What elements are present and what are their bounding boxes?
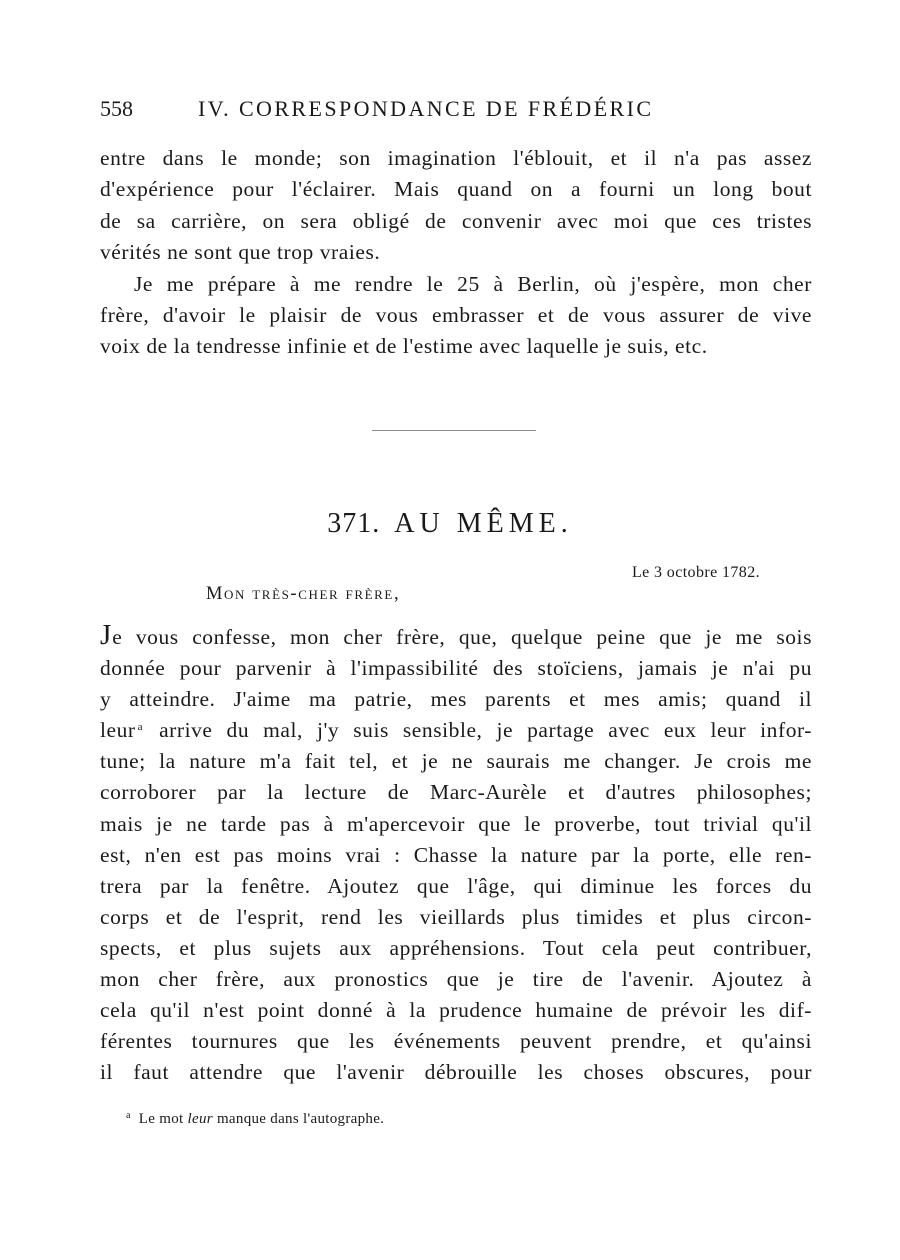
text-line: entre dans le monde; son imagination l'éblouit, et il n'a pas assez [100,146,812,170]
text-line: d'expérience pour l'éclairer. Mais quand on a fourni un long bout [100,177,812,202]
text-line: est, n'en est pas moins vrai : Chasse la nature par la porte, elle ren- [100,842,812,867]
letter-title: AU MÊME. [394,508,573,539]
text-line: donnée pour parvenir à l'impassibilité des stoïciens, jamais je n'ai pu [100,656,812,681]
annotated-word: leur [100,718,136,743]
salutation: Mon très-cher frère, [206,584,401,604]
text-line: corroborer par la lecture de Marc-Aurèle et d'autres philosophes; [100,780,812,805]
text-line: vérités ne sont que trop vraies. [100,240,381,265]
text-line: trera par la fenêtre. Ajoutez que l'âge, qui diminue les forces du [100,873,812,898]
text-line: de sa carrière, on sera obligé de convenir avec moi que ces tristes [100,208,812,233]
text-line-rest: arrive du mal, j'y suis sensible, je partage avec eux leur infor- [159,718,812,743]
footnote [126,1110,384,1128]
letter-body-text [100,619,812,1088]
letter-number: 371. [327,508,381,539]
running-title: IV. CORRESPONDANCE DE FRÉDÉRIC [198,96,654,121]
text-line: tune; la nature m'a fait tel, et je ne saurais me changer. Je crois me [100,749,812,774]
footnote-reference-line [100,715,812,746]
footnote-emphasis: leur [187,1111,213,1127]
text-line: férentes tournures que les événements peuvent prendre, et qu'ainsi [100,1029,812,1054]
first-line-text: e vous confesse, mon cher frère, que, quelque peine que je me sois [112,625,812,649]
section-separator-rule [372,430,536,431]
text-line: corps et de l'esprit, rend les vieillards plus timides et plus circon- [100,904,812,929]
drop-cap: J [100,619,112,651]
letter-heading [0,508,900,540]
footnote-prefix: Le mot [138,1111,184,1127]
text-line: il faut attendre que l'avenir débrouille les choses obscures, pour [100,1060,812,1085]
text-line: y atteindre. J'aime ma patrie, mes parents et mes amis; quand il [100,687,812,712]
text-line: mon cher frère, aux pronostics que je tire de l'avenir. Ajoutez à [100,967,812,992]
letter-date: Le 3 octobre 1782. [631,564,760,581]
first-line [100,619,812,653]
text-line: voix de la tendresse infinie et de l'estime avec laquelle je suis, etc. [100,334,708,359]
running-head [100,96,820,130]
footnote-label: a [126,1110,131,1121]
text-line: frère, d'avoir le plaisir de vous embrasser et de vous assurer de vive [100,302,812,327]
page-number: 558 [100,96,133,121]
previous-letter-text [100,143,812,363]
footnote-suffix: manque dans l'autographe. [216,1111,385,1127]
text-line: spects, et plus sujets aux appréhensions. Tout cela peut contribuer, [100,935,812,960]
text-line: cela qu'il n'est point donné à la prudence humaine de prévoir les dif- [100,998,812,1023]
text-line: mais je ne tarde pas à m'apercevoir que le proverbe, tout trivial qu'il [100,811,812,836]
footnote-marker[interactable]: a [137,721,144,734]
paragraph-start-line: Je me prépare à me rendre le 25 à Berlin, où j'espère, mon cher [134,271,812,296]
